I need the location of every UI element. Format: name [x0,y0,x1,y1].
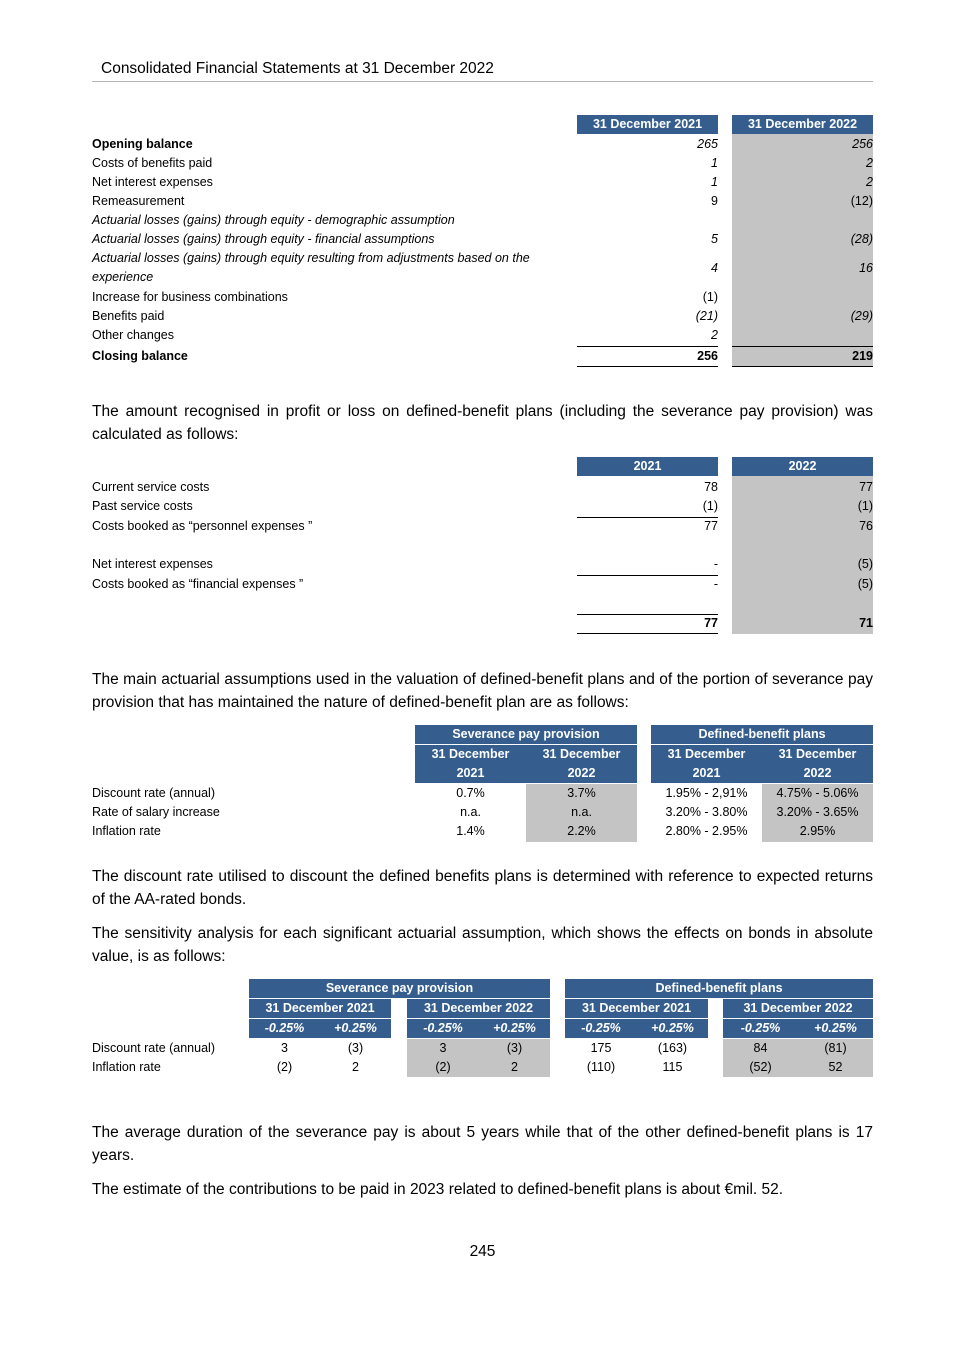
cell: 1.95% - 2,91% [665,786,748,800]
cell: 3.7% [567,786,596,800]
cell: 84 [753,1041,768,1055]
row-label: Inflation rate [92,824,161,838]
cell: 0.7% [456,786,485,800]
subheader-dec: 31 December [542,747,621,761]
cell: 2 [511,1060,518,1074]
subheader-year: 2022 [567,766,596,780]
cell: (2) [276,1060,293,1074]
subheader-dec: 31 December [431,747,510,761]
subheader-dec: 31 December [778,747,857,761]
cell: 3 [281,1041,288,1055]
group-header-defined-benefit: Defined-benefit plans [565,979,873,998]
table-row: Remeasurement 9 (12) [92,194,873,208]
subheader-minus: -0.25% [407,1019,479,1038]
cell: 2.95% [799,824,836,838]
paragraph: The discount rate utilised to discount the defined benefits plans is determined with reference to expected returns of the AA-rated bonds. [92,868,873,908]
paragraph: The main actuarial assumptions used in the valuation of defined-benefit plans and of the portion of severance pay provision that has maintained the nature of defined-benefit plan are as follows: [92,671,873,711]
subheader-dec-2022: 31 December 2022 [407,999,550,1018]
cell: n.a. [460,805,481,819]
cell: 2 [352,1060,359,1074]
table-row: Net interest expenses 1 2 [92,175,873,189]
row-label: Discount rate (annual) [92,786,215,800]
cell: 175 [590,1041,612,1055]
cell: 52 [828,1060,843,1074]
table-row: Actuarial losses (gains) through equity resulting from adjustments based on the experience 4 16 [92,251,873,284]
cell: (81) [824,1041,847,1055]
cell: 3 [439,1041,447,1055]
cell: (3) [506,1041,523,1055]
cell: (163) [657,1041,688,1055]
subheader-dec-2022: 31 December 2022 [723,999,873,1018]
subheader-minus: -0.25% [723,1019,798,1038]
paragraph: The estimate of the contributions to be paid in 2023 related to defined-benefit plans is about €mil. 52. [92,1181,784,1198]
group-header-defined-benefit: Defined-benefit plans [651,725,873,744]
table-row-total: 77 71 [704,616,873,630]
table-row: Benefits paid (21) (29) [92,309,873,323]
subheader-dec-2021: 31 December 2021 [249,999,391,1018]
cell: (110) [586,1060,616,1074]
subheader-dec-2021: 31 December 2021 [565,999,708,1018]
cell: 3.20% - 3.65% [776,805,859,819]
cell: 115 [662,1060,683,1074]
row-label: Rate of salary increase [92,805,220,819]
table-row: Other changes 2 [92,328,718,342]
row-label: Discount rate (annual) [92,1041,215,1055]
cell: 2.80% - 2.95% [665,824,748,838]
cell: 1.4% [456,824,485,838]
page-number: 245 [469,1243,496,1260]
table-row-total: Closing balance 256 219 [92,349,873,363]
profit-loss-table [92,457,873,637]
header-divider [92,81,873,82]
cell: (2) [435,1060,451,1074]
subheader-dec: 31 December [667,747,746,761]
table-row: Increase for business combinations (1) [92,290,718,304]
col-header-2022: 31 December 2022 [732,115,873,134]
cell: 3.20% - 3.80% [665,805,748,819]
sensitivity-analysis-table [92,979,873,1079]
subheader-plus: +0.25% [320,1019,391,1038]
subheader-year: 2021 [456,766,485,780]
table-row: Costs of benefits paid 1 2 [92,156,873,170]
subheader-plus: +0.25% [637,1019,708,1038]
subheader-year: 2022 [803,766,832,780]
cell: 2.2% [567,824,596,838]
table-row: Past service costs (1) (1) [92,499,873,513]
obligation-movement-table [92,115,873,370]
cell: 4.75% - 5.06% [776,786,859,800]
group-header-severance: Severance pay provision [249,979,550,998]
table-row: Opening balance 265 256 [92,137,873,151]
actuarial-assumptions-table [92,725,873,845]
col-header-2021: 2021 [577,457,718,476]
row-label: Inflation rate [92,1060,161,1074]
subheader-minus: -0.25% [249,1019,320,1038]
table-row: Net interest expenses - (5) [92,557,873,571]
subheader-plus: +0.25% [479,1019,550,1038]
document-header-title: Consolidated Financial Statements at 31 December 2022 [101,60,494,77]
table-row: Actuarial losses (gains) through equity - financial assumptions 5 (28) [92,232,873,246]
table-row: Costs booked as “financial expenses ” - (5) [92,577,873,591]
paragraph: The sensitivity analysis for each significant actuarial assumption, which shows the effects on bonds in absolute value, is as follows: [92,925,873,965]
total-line [577,366,718,367]
paragraph: The amount recognised in profit or loss on defined-benefit plans (including the severance pay provision) was calculated as follows: [92,403,873,443]
subheader-minus: -0.25% [565,1019,637,1038]
cell: (52) [749,1060,772,1074]
subheader-plus: +0.25% [798,1019,873,1038]
cell: n.a. [571,805,592,819]
subheader-year: 2021 [692,766,721,780]
table-row: Current service costs 78 77 [92,480,873,494]
total-line [577,633,718,634]
total-line [732,366,873,367]
table-row: Actuarial losses (gains) through equity - demographic assumption [92,213,455,227]
col-header-2021: 31 December 2021 [577,115,718,134]
table-row: Costs booked as “personnel expenses ” 77 76 [92,519,873,533]
paragraph: The average duration of the severance pay is about 5 years while that of the other defined-benefit plans is 17 years. [92,1124,873,1164]
cell: (3) [347,1041,364,1055]
group-header-severance: Severance pay provision [415,725,637,744]
col-header-2022: 2022 [732,457,873,476]
